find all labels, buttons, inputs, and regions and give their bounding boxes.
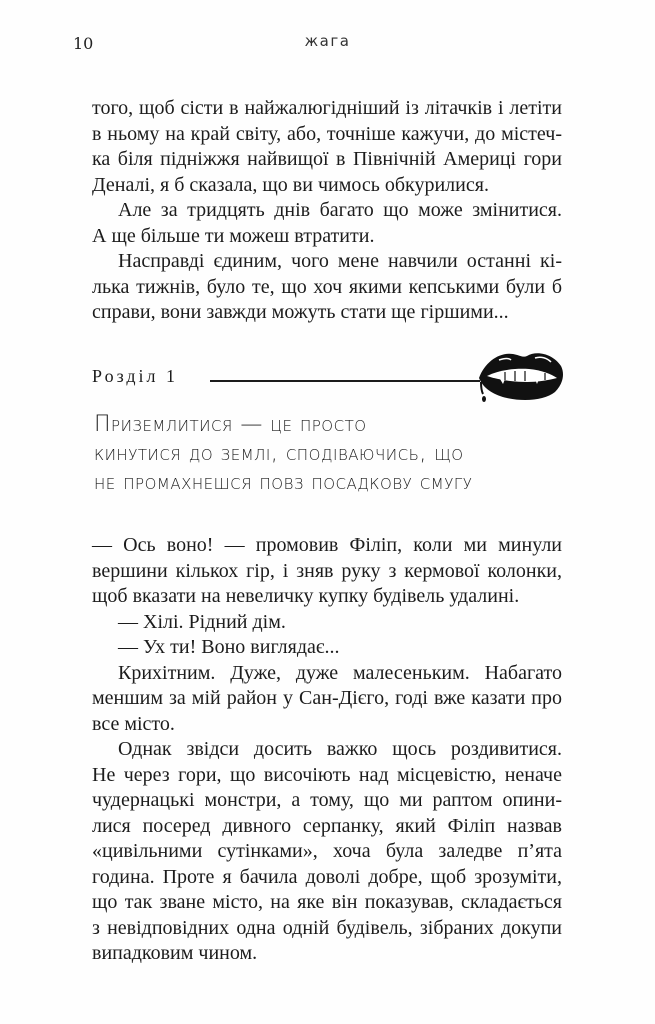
text-line: Не через гори, що височіють над місцевістю, неначе [92,763,562,786]
text-line: лька тижнів, було те, що хоч якими кепськими були б [92,275,562,298]
chapter-title-line: кинутися до землі, сподіваючись, що [94,441,464,466]
text-line: Але за тридцять днів багато що може змінитися. [118,199,562,221]
chapter-header [92,360,567,416]
text-line: в ньому на край світу, або, точніше кажучи, до містеч- [92,122,562,145]
text-line: того, щоб сісти в найжалюгідніший із літачків і летіти [92,97,562,119]
text-line: що так зване місто, на яке він показував, складається [92,891,562,913]
text-line: лися посеред дивного серпанку, який Філіп назвав [92,814,562,837]
chapter-body-text [92,533,562,967]
text-line: випадковим чином. [92,942,258,964]
book-title: жага [304,32,351,50]
intro-text [92,96,562,326]
text-line: справи, вони завжди можуть стати ще гіршими... [92,301,509,323]
text-line: Однак звідси досить важко щось роздивитися. [118,738,562,760]
text-line: меншим за мій район у Сан-Дієго, годі вже казати про [92,687,562,709]
text-line: Деналі, я б сказала, що ви чимось обкурилися. [92,173,489,196]
text-line: вершини кількох гір, і зняв руку з кермової колонки, [92,559,562,582]
text-line: — Ух ти! Воно виглядає... [118,636,340,658]
text-line: щоб вказати на невеличку купку будівель удалині. [92,585,520,607]
chapter-title-line: не промахнешся повз посадкову смугу [94,470,473,495]
chapter-title [94,410,564,497]
vampire-lips-icon [475,344,565,404]
running-head [0,34,655,58]
text-line: ка біля підніжжя найвищої в Північній Америці гори [92,148,562,170]
text-line: година. Проте я бачила доволі добре, щоб зрозуміти, [92,865,562,888]
text-line: Крихітним. Дуже, дуже малесеньким. Набагато [118,661,562,684]
text-line: з невідповідних одна одній будівель, зібраних докупи [92,916,562,939]
text-line: все місто. [92,712,175,735]
chapter-title-line: Приземлитися — це просто [94,412,367,437]
text-line: — Хілі. Рідний дім. [118,610,286,633]
text-line: «цивільними сутінками», хоча була заледве п’ята [92,840,562,862]
chapter-label: Розділ 1 [92,366,178,386]
text-line: Насправді єдиним, чого мене навчили останні кі- [118,250,562,272]
text-line: чудернацькі монстри, а тому, що ми раптом опини- [92,789,562,811]
text-line: А ще більше ти можеш втратити. [92,224,375,247]
chapter-divider [210,380,480,382]
page-number: 10 [73,34,94,53]
text-line: — Ось воно! — промовив Філіп, коли ми минули [92,534,562,556]
